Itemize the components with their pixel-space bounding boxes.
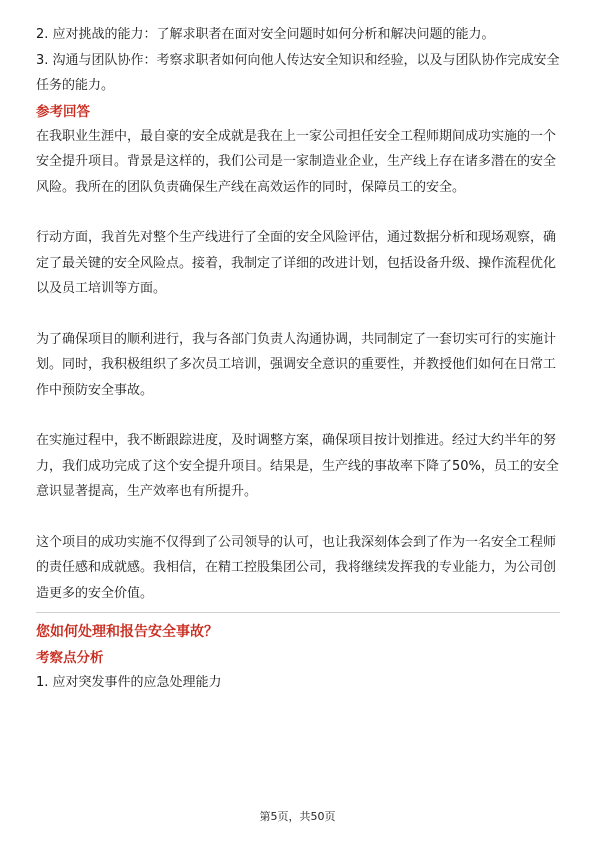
answer-paragraph: 在我职业生涯中，最自豪的安全成就是我在上一家公司担任安全工程师期间成功实施的一个安全提升项目。背景是这样的，我们公司是一家制造业企业，生产线上存在诸多潜在的安全风险。我所在的团队负责确保生产线在高效运作的同时，保障员工的安全。 xyxy=(36,128,557,195)
answer-paragraph: 为了确保项目的顺利进行，我与各部门负责人沟通协调，共同制定了一套切实可行的实施计划。同时，我积极组织了多次员工培训，强调安全意识的重要性，并教授他们如何在日常工作中预防安全事故。 xyxy=(36,331,557,398)
document-page xyxy=(36,22,560,696)
paragraph-gap xyxy=(36,200,560,225)
page-number: 第5页，共50页 xyxy=(259,810,336,823)
answer-paragraph: 在实施过程中，我不断跟踪进度，及时调整方案，确保项目按计划推进。经过大约半年的努力，我们成功完成了这个安全提升项目。结果是，生产线的事故率下降了50%，员工的安全意识显著提高，生产效率也有所提升。 xyxy=(36,433,559,499)
section-divider xyxy=(36,612,560,613)
analysis-item: 1. 应对突发事件的应急处理能力 xyxy=(36,675,222,690)
question-heading: 您如何处理和报告安全事故？ xyxy=(36,624,218,640)
intro-item: 3. 沟通与团队协作：考察求职者如何向他人传达安全知识和经验，以及与团队协作完成安全任务的能力。 xyxy=(36,52,560,93)
analysis-heading: 考察点分析 xyxy=(36,650,104,666)
paragraph-gap xyxy=(36,403,560,428)
paragraph-gap xyxy=(36,302,560,327)
paragraph-gap xyxy=(36,505,560,530)
answer-paragraph: 行动方面，我首先对整个生产线进行了全面的安全风险评估，通过数据分析和现场观察，确定了最关键的安全风险点。接着，我制定了详细的改进计划，包括设备升级、操作流程优化以及员工培训等方面。 xyxy=(36,230,557,296)
answer-paragraph: 这个项目的成功实施不仅得到了公司领导的认可，也让我深刻体会到了作为一名安全工程师的责任感和成就感。我相信，在精工控股集团公司，我将继续发挥我的专业能力，为公司创造更多的安全价值。 xyxy=(36,534,557,601)
reference-answer-heading: 参考回答 xyxy=(36,103,90,120)
intro-item: 2. 应对挑战的能力：了解求职者在面对安全问题时如何分析和解决问题的能力。 xyxy=(36,27,495,42)
